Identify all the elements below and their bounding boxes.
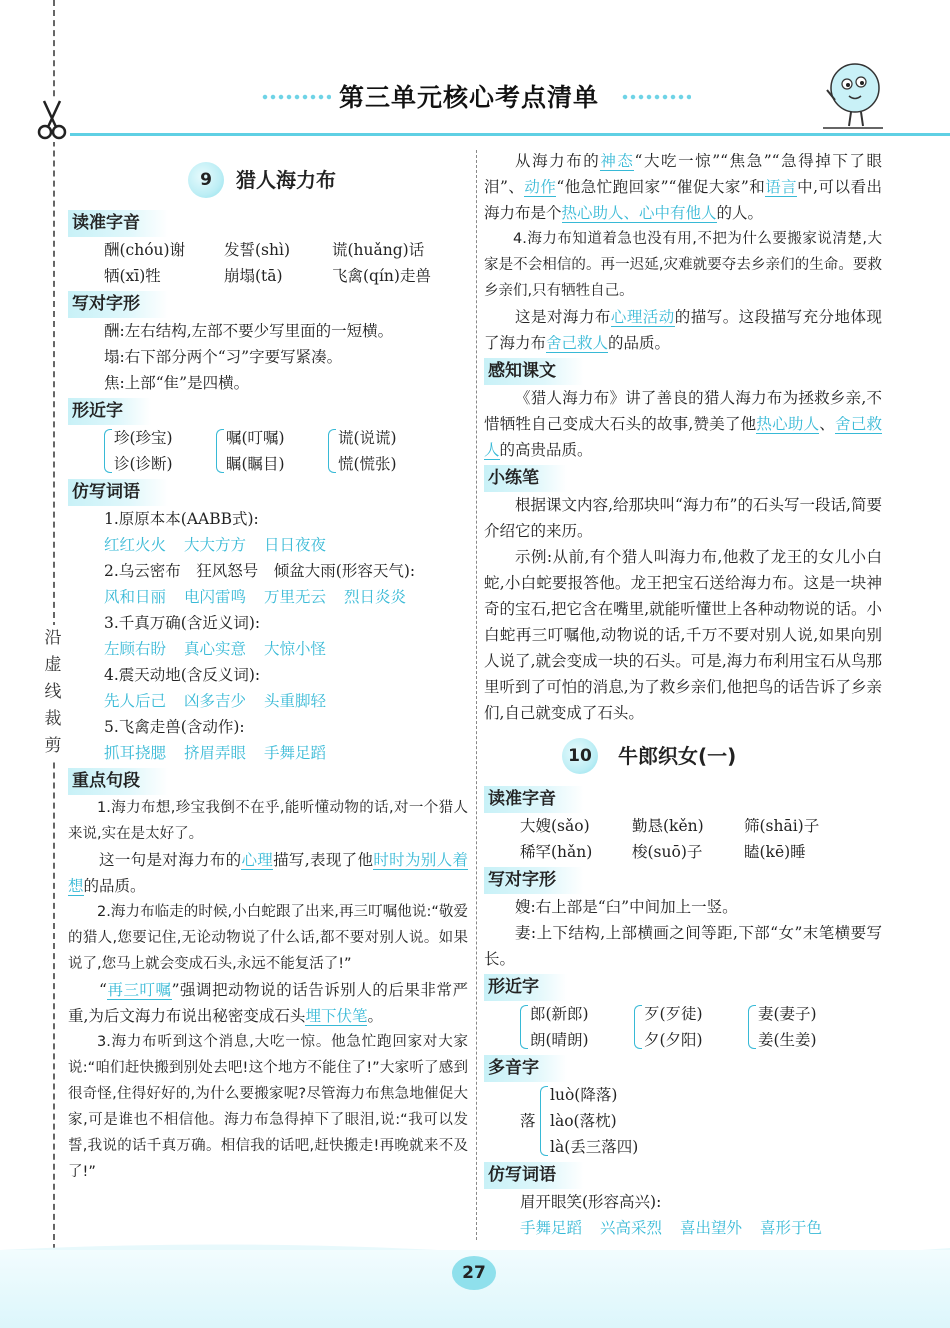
brace — [328, 429, 336, 473]
polyphone-group — [540, 1082, 638, 1160]
similar-row — [68, 425, 468, 477]
header-rule — [70, 133, 950, 136]
section-feel — [484, 358, 882, 463]
similar-item: 慌(慌张) — [338, 455, 397, 473]
answer: 先人后己 — [104, 692, 167, 710]
comment-text: “他急忙跑回家”“催促大家”和 — [556, 178, 766, 196]
write-line: 塌:右下部分两个“习”字要写紧凑。 — [104, 348, 343, 366]
section-imitate — [484, 1162, 882, 1241]
cut-label-char: 线 — [44, 682, 62, 702]
right-column — [484, 148, 882, 1241]
similar-item: 谎(说谎) — [338, 429, 397, 447]
write-line: 酬:左右结构,左部不要少写里面的一短横。 — [104, 322, 394, 340]
comment-text: 的品质。 — [608, 334, 671, 352]
similar-item: 嘱(叮嘱) — [226, 429, 285, 447]
comment-answer: 语言 — [765, 178, 798, 196]
pinyin-item: 酬(chóu)谢 — [104, 241, 186, 259]
pinyin-item: 牺(xī)牲 — [104, 267, 161, 285]
comment-answer: 动作 — [524, 178, 557, 196]
section-key-sentences — [68, 768, 468, 1185]
comment-text: ”强调把动物说的话告诉别人的后果非常严重,为后文海力布说出秘密变成石头 — [68, 981, 468, 1025]
section-write — [68, 291, 468, 396]
lesson-title: 猎人海力布 — [236, 168, 336, 192]
section-write — [484, 867, 882, 972]
similar-group — [634, 1001, 748, 1053]
pinyin-item: 筛(shāi)子 — [744, 817, 820, 835]
imitate-question: 5.飞禽走兽(含动作): — [104, 718, 245, 736]
mascot-icon — [821, 60, 887, 132]
practice-example: 示例:从前,有个猎人叫海力布,他救了龙王的女儿小白蛇,小白蛇要报答他。龙王把宝石送给海力布。这是一块神奇的宝石,把它含在嘴里,就能听懂世上各种动物说的话。小白蛇再三叮嘱他,动物说的话,千万不要对别人说,如果向别人说了,就会变成一块的石头。可是,海力布利用宝石从鸟那里听到了可怕的消息,为了救乡亲们,他把鸟的话告诉了乡亲们,自己就变成了石头。 — [484, 548, 882, 722]
answer: 抓耳挠腮 — [104, 744, 167, 762]
similar-group — [520, 1001, 634, 1053]
brace — [520, 1005, 528, 1049]
similar-item: 歹(歹徒) — [644, 1005, 703, 1023]
section-title: 读准字音 — [484, 786, 584, 813]
similar-group — [216, 425, 328, 477]
pinyin-item: 瞌(kē)睡 — [744, 843, 806, 861]
similar-item: 瞩(瞩目) — [226, 455, 285, 473]
section-imitate — [68, 479, 468, 766]
section-title: 读准字音 — [68, 210, 168, 237]
comment-text: 。 — [367, 1007, 383, 1025]
feel-part: 、 — [819, 415, 836, 433]
comment-text: “ — [99, 981, 107, 999]
pinyin-item: 梭(suō)子 — [632, 843, 703, 861]
answer: 凶多吉少 — [184, 692, 247, 710]
pinyin-row — [68, 237, 468, 263]
pinyin-item: 稀罕(hǎn) — [520, 843, 593, 861]
answer: 手舞足蹈 — [520, 1219, 583, 1237]
imitate-question: 1.原原本本(AABB式): — [104, 510, 259, 528]
left-column — [68, 160, 468, 1185]
section-title: 多音字 — [484, 1055, 567, 1082]
imitate-question: 4.震天动地(含反义词): — [104, 666, 261, 684]
write-line: 嫂:右上部是“臼”中间加上一竖。 — [515, 898, 738, 916]
key-comment — [484, 304, 882, 356]
pinyin-row — [484, 839, 882, 865]
answer: 左顾右盼 — [104, 640, 167, 658]
cut-label-char: 剪 — [44, 736, 62, 756]
answer: 喜出望外 — [680, 1219, 743, 1237]
similar-item: 朗(晴朗) — [530, 1031, 589, 1049]
section-practice — [484, 465, 882, 726]
pinyin-item: 大嫂(sǎo) — [520, 817, 590, 835]
section-read — [484, 786, 882, 865]
comment-answer: 心理活动 — [610, 308, 675, 326]
comment-answer: 神态 — [600, 152, 635, 170]
header-dots-left — [261, 94, 331, 100]
section-read — [68, 210, 468, 289]
lesson-10-heading — [484, 736, 882, 780]
lesson-9-heading — [68, 160, 468, 204]
write-line: 焦:上部“隹”是四横。 — [104, 374, 250, 392]
imitate-answers — [68, 584, 468, 610]
pinyin-item: 飞禽(qín)走兽 — [332, 267, 431, 285]
section-title: 形近字 — [68, 398, 151, 425]
comment-text: “大吃一惊”“焦急”“急得掉下了眼泪”、 — [484, 152, 882, 196]
comment-text: 的品质。 — [83, 877, 146, 895]
comment-text: 的人。 — [716, 204, 764, 222]
cut-label — [40, 625, 66, 760]
answer: 挤眉弄眼 — [184, 744, 247, 762]
answer: 烈日炎炎 — [344, 588, 407, 606]
key-sentence: 3.海力布听到这个消息,大吃一惊。他急忙跑回家对大家说:“咱们赶快搬到别处去吧!这个地方不能住了!”大家听了感到很奇怪,住得好好的,为什么要搬家呢?尽管海力布焦急地催促大家,可是谁也不相信他。海力布急得掉下了眼泪,说:“我可以发誓,我说的话千真万确。相信我的话吧,赶快搬走!再晚就来不及了!” — [68, 1034, 468, 1180]
polyphone-row — [484, 1082, 882, 1160]
comment-answer: 舍己救人 — [546, 334, 609, 352]
polyphone-item: lào(落枕) — [550, 1112, 617, 1130]
similar-group — [328, 425, 397, 477]
answer: 手舞足蹈 — [264, 744, 327, 762]
pinyin-item: 崩塌(tā) — [224, 267, 283, 285]
cut-label-char: 裁 — [44, 709, 62, 729]
practice-question: 根据课文内容,给那块叫“海力布”的石头写一段话,简要介绍它的来历。 — [484, 496, 882, 540]
pinyin-item: 谎(huǎng)话 — [332, 241, 425, 259]
section-title: 感知课文 — [484, 358, 584, 385]
similar-row — [484, 1001, 882, 1053]
feel-answer: 舍己救人 — [484, 415, 882, 459]
similar-item: 郎(新郎) — [530, 1005, 589, 1023]
comment-answer: 埋下伏笔 — [305, 1007, 368, 1025]
comment-answer: 心理 — [241, 851, 274, 869]
section-title: 写对字形 — [484, 867, 584, 894]
lesson-title: 牛郎织女(一) — [618, 744, 737, 768]
answer: 头重脚轻 — [264, 692, 327, 710]
similar-item: 姜(生姜) — [758, 1031, 817, 1049]
brace — [216, 429, 224, 473]
answer: 大大方方 — [184, 536, 247, 554]
section-similar — [68, 398, 468, 477]
imitate-answers — [68, 740, 468, 766]
imitate-answers — [68, 688, 468, 714]
key-sentence: 4.海力布知道着急也没有用,不把为什么要搬家说清楚,大家是不会相信的。再一迟延,灾难就要夺去乡亲们的生命。要救乡亲们,只有牺牲自己。 — [484, 231, 882, 299]
header-dots-right — [621, 94, 691, 100]
brace — [104, 429, 112, 473]
feel-text — [484, 385, 882, 463]
feel-part: 的高贵品质。 — [499, 441, 593, 459]
pinyin-item: 勤恳(kěn) — [632, 817, 704, 835]
section-title: 仿写词语 — [484, 1162, 584, 1189]
key-sentence: 1.海力布想,珍宝我倒不在乎,能听懂动物的话,对一个猎人来说,实在是太好了。 — [68, 800, 468, 842]
comment-text: 的描写。这段描写充分地体现了海力布 — [484, 308, 882, 352]
answer: 兴高采烈 — [600, 1219, 663, 1237]
key-comment — [484, 148, 882, 226]
imitate-question: 2.乌云密布 狂风怒号 倾盆大雨(形容天气): — [104, 562, 416, 580]
imitate-answers — [68, 532, 468, 558]
imitate-answers — [68, 636, 468, 662]
pinyin-row — [484, 813, 882, 839]
section-title: 重点句段 — [68, 768, 168, 795]
comment-answer: 时时为别人着想 — [68, 851, 468, 895]
polyphone-item: là(丢三落四) — [550, 1138, 639, 1156]
polyphone-char: 落 — [520, 1112, 536, 1130]
answer: 日日夜夜 — [264, 536, 327, 554]
header — [56, 58, 950, 138]
page-title: 第三单元核心考点清单 — [339, 83, 600, 112]
feel-answer: 热心助人 — [756, 415, 820, 433]
feel-part: 《猎人海力布》讲了善良的猎人海力布为拯救乡亲,不惜牺牲自己变成大石头的故事,赞美了他 — [484, 389, 882, 433]
similar-group — [104, 425, 216, 477]
comment-answer: 再三叮嘱 — [106, 981, 172, 999]
answer: 真心实意 — [184, 640, 247, 658]
cut-label-char: 虚 — [44, 655, 62, 675]
answer: 电闪雷鸣 — [184, 588, 247, 606]
brace — [748, 1005, 756, 1049]
similar-item: 夕(夕阳) — [644, 1031, 703, 1049]
similar-group — [748, 1001, 817, 1053]
pinyin-row — [68, 263, 468, 289]
imitate-question: 眉开眼笑(形容高兴): — [520, 1193, 662, 1211]
lesson-number: 9 — [188, 162, 224, 198]
imitate-question: 3.千真万确(含近义词): — [104, 614, 261, 632]
brace — [634, 1005, 642, 1049]
comment-text: 这一句是对海力布的 — [99, 851, 242, 869]
brace — [540, 1086, 548, 1156]
section-similar — [484, 974, 882, 1053]
section-title: 形近字 — [484, 974, 567, 1001]
answer: 大惊小怪 — [264, 640, 327, 658]
similar-item: 诊(诊断) — [114, 455, 173, 473]
key-comment — [68, 847, 468, 899]
answer: 万里无云 — [264, 588, 327, 606]
section-title: 写对字形 — [68, 291, 168, 318]
key-sentence: 2.海力布临走的时候,小白蛇跟了出来,再三叮嘱他说:“敬爱的猎人,您要记住,无论动物说了什么话,都不要对别人说。如果说了,您马上就会变成石头,永远不能复活了!” — [68, 904, 468, 972]
write-line: 妻:上下结构,上部横画之间等距,下部“女”末笔横要写长。 — [484, 924, 882, 968]
key-comment — [68, 977, 468, 1029]
section-title: 小练笔 — [484, 465, 567, 492]
comment-answer: 热心助人、心中有他人 — [561, 204, 717, 222]
answer: 红红火火 — [104, 536, 167, 554]
section-polyphone — [484, 1055, 882, 1160]
polyphone-item: luò(降落) — [550, 1086, 618, 1104]
answer: 风和日丽 — [104, 588, 167, 606]
comment-text: 中,可以看出海力布是个 — [484, 178, 882, 222]
section-title: 仿写词语 — [68, 479, 168, 506]
comment-text: 从海力布的 — [515, 152, 601, 170]
page-number: 27 — [452, 1256, 496, 1290]
answer: 喜形于色 — [760, 1219, 823, 1237]
lesson-number: 10 — [562, 738, 598, 774]
comment-text: 这是对海力布 — [515, 308, 611, 326]
similar-item: 珍(珍宝) — [114, 429, 173, 447]
column-divider — [476, 150, 477, 1240]
pinyin-item: 发誓(shì) — [224, 241, 290, 259]
cut-label-char: 沿 — [44, 628, 62, 648]
similar-item: 妻(妻子) — [758, 1005, 817, 1023]
comment-text: 描写,表现了他 — [273, 851, 374, 869]
